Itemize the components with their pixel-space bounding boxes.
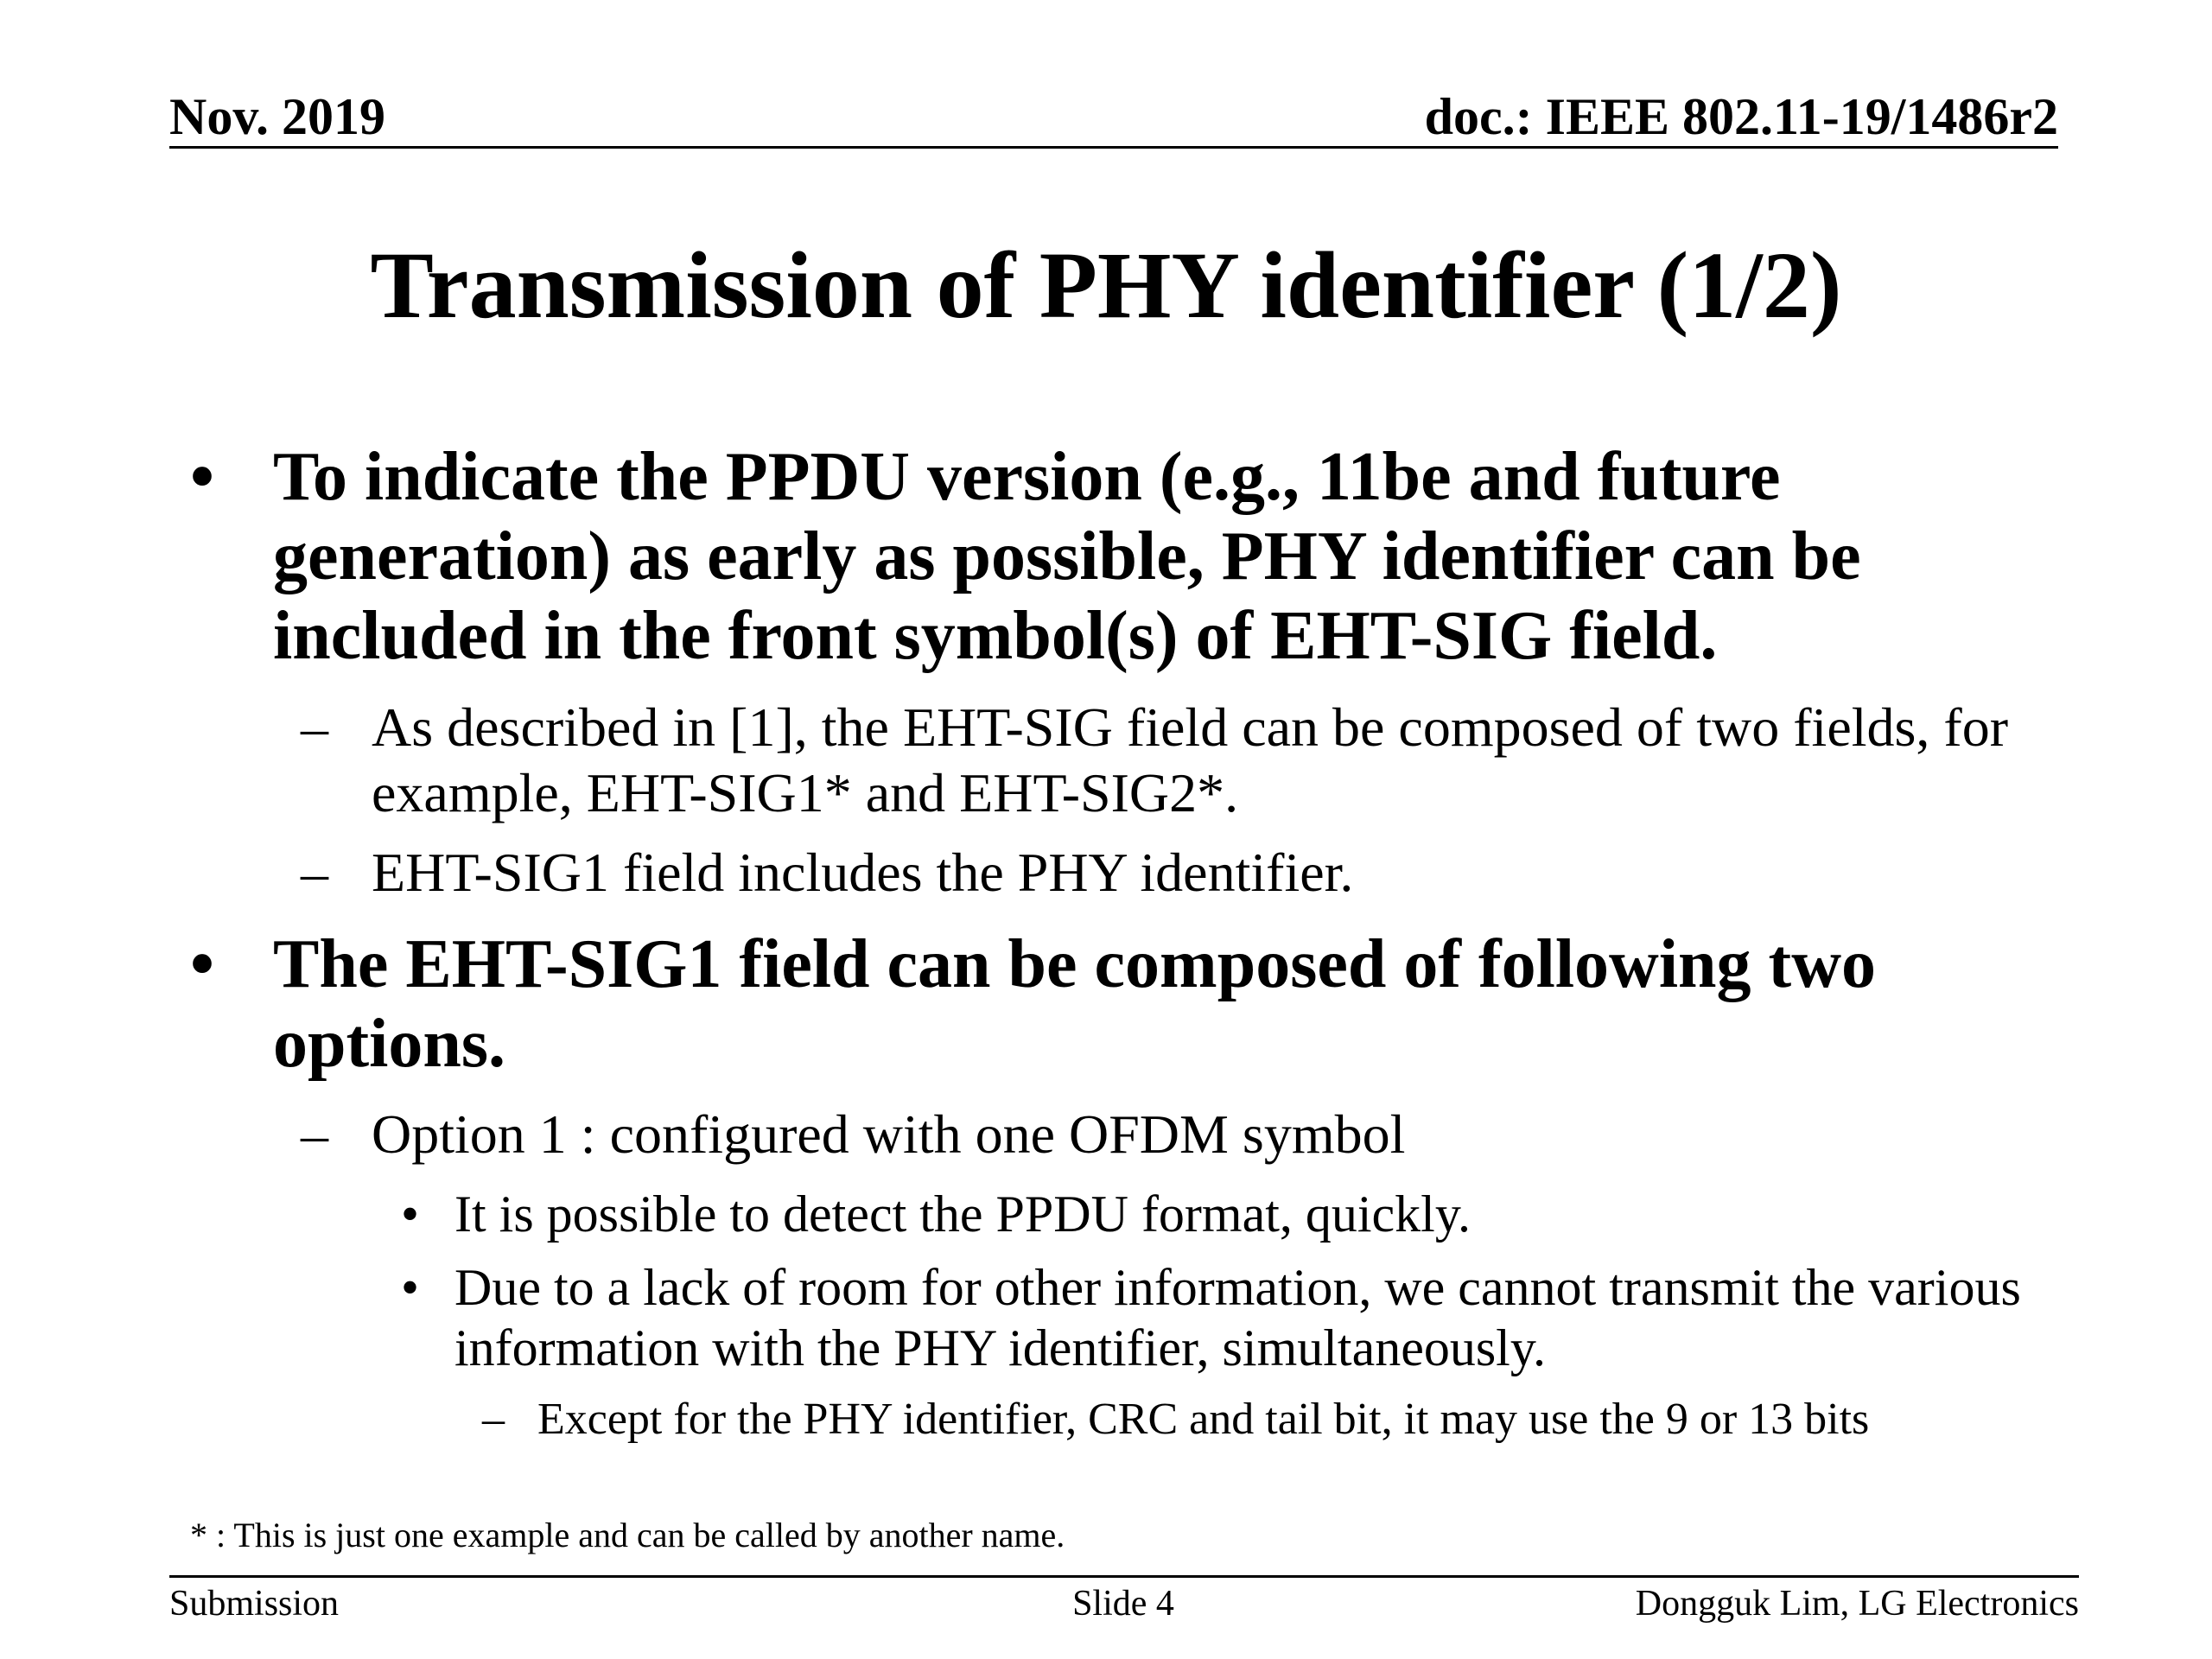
sub-bullet-text: As described in [1], the EHT-SIG field can be composed of two fields, for example, EHT-SIG1* and EHT-SIG2*. — [372, 696, 2009, 823]
detail-bullet-item — [482, 1393, 2093, 1446]
sub-sub-bullet-text: It is possible to detect the PPDU format, quickly. — [454, 1185, 1471, 1243]
header-divider — [169, 146, 2058, 149]
header-date: Nov. 2019 — [169, 88, 386, 145]
footer-slide-number: Slide 4 — [1072, 1584, 1174, 1624]
sub-bullet-item — [301, 840, 2091, 906]
bullet-item — [190, 437, 2070, 676]
footer-submission: Submission — [169, 1584, 340, 1624]
slide-title: Transmission of PHY identifier (1/2) — [370, 232, 1842, 338]
footer-author: Dongguk Lim, LG Electronics — [1635, 1584, 2079, 1624]
bullet-marker: • — [190, 926, 215, 1002]
bullet-marker: • — [401, 1185, 420, 1243]
sub-sub-bullet-item — [401, 1257, 2079, 1378]
footnote: * : This is just one example and can be called by another name. — [190, 1516, 1065, 1554]
header-doc-number: doc.: IEEE 802.11-19/1486r2 — [1424, 88, 2058, 145]
footer-divider — [169, 1575, 2079, 1578]
sub-bullet-item — [301, 1102, 2091, 1167]
detail-bullet-text: Except for the PHY identifier, CRC and tail bit, it may use the 9 or 13 bits — [537, 1395, 1870, 1444]
dash-marker: – — [301, 1103, 328, 1165]
bullet-item — [190, 925, 2070, 1084]
sub-bullet-text: Option 1 : configured with one OFDM symbol — [372, 1103, 1406, 1165]
dash-marker: – — [482, 1395, 505, 1444]
dash-marker: – — [301, 842, 328, 903]
bullet-text: To indicate the PPDU version (e.g., 11be and future generation) as early as possible, PHY identifier can be included in the front symbol(s) of EHT-SIG field. — [273, 439, 1861, 674]
sub-bullet-item — [301, 695, 2091, 826]
bullet-marker: • — [401, 1259, 420, 1316]
bullet-marker: • — [190, 439, 215, 515]
sub-sub-bullet-text: Due to a lack of room for other information, we cannot transmit the various information with the PHY identifier, simultaneously. — [454, 1259, 2021, 1376]
sub-bullet-text: EHT-SIG1 field includes the PHY identifier. — [372, 842, 1354, 903]
dash-marker: – — [301, 696, 328, 758]
bullet-text: The EHT-SIG1 field can be composed of following two options. — [273, 926, 1876, 1082]
sub-sub-bullet-item — [401, 1184, 2079, 1244]
